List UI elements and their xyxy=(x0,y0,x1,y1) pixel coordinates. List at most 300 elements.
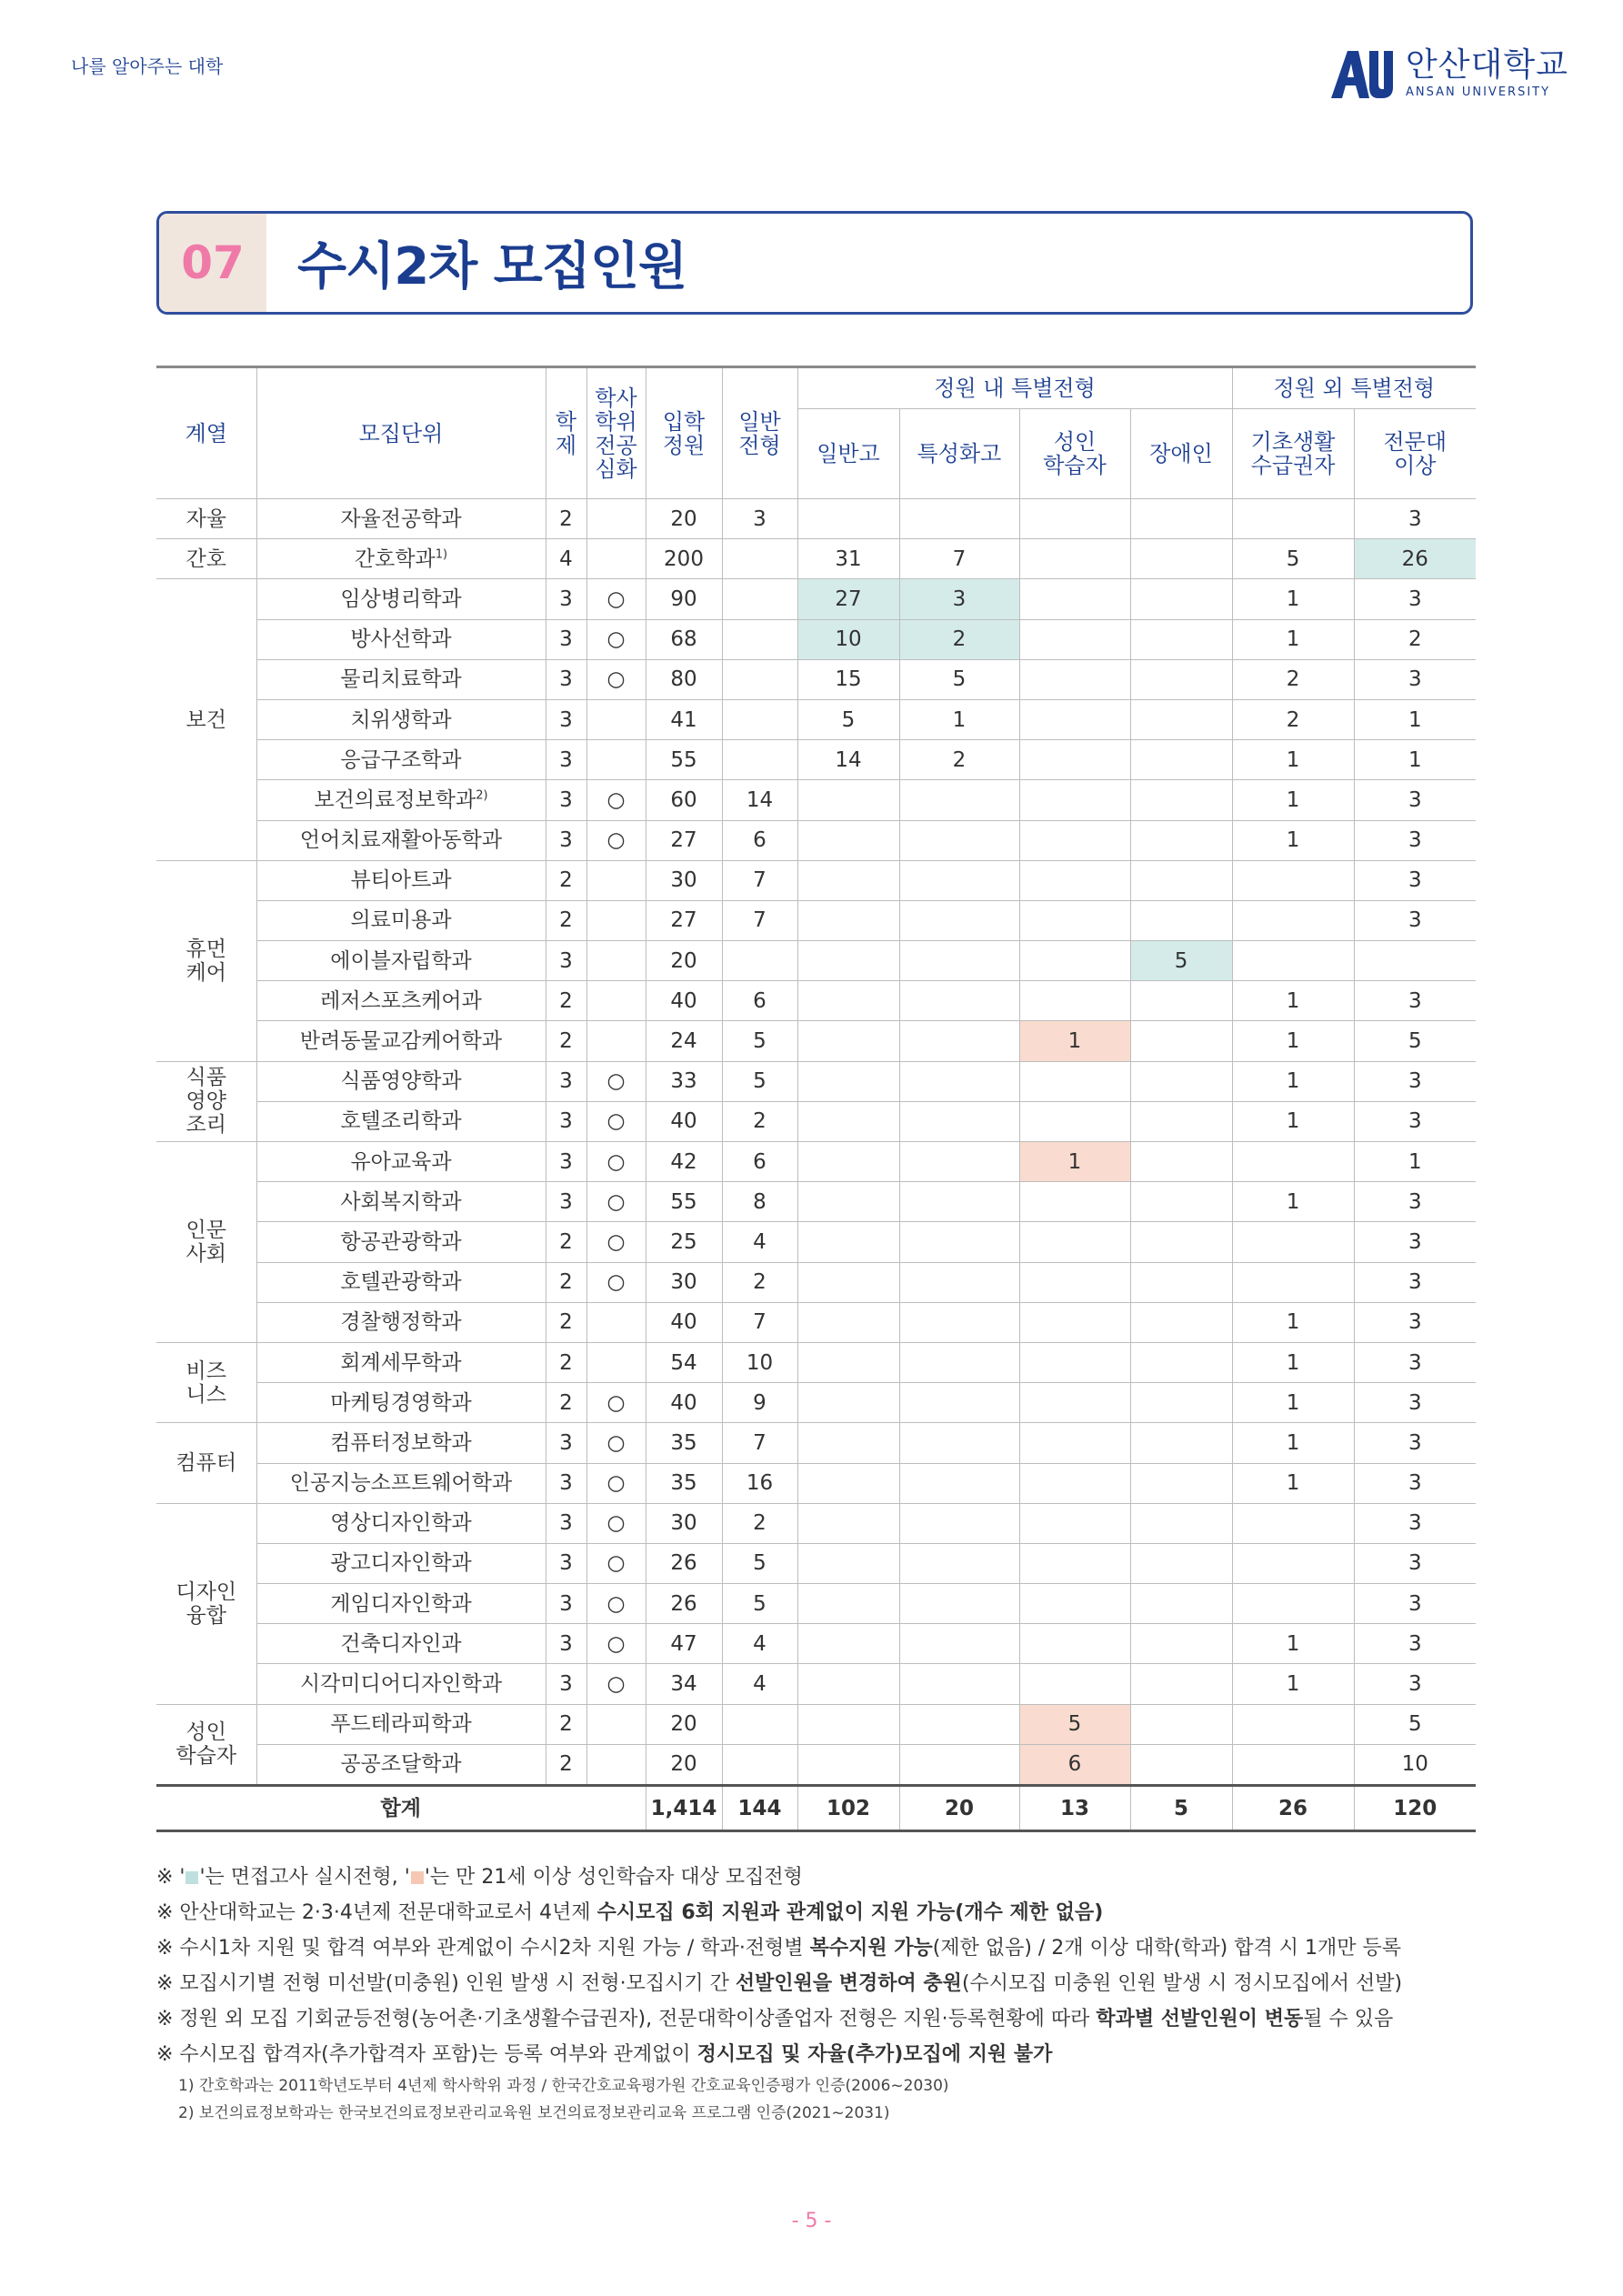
value-cell: 14 xyxy=(722,780,797,820)
header-general: 일반 전형 xyxy=(722,367,797,499)
unit-name-cell: 방사선학과 xyxy=(256,619,546,659)
value-cell xyxy=(1232,1503,1354,1543)
footnote-2: 2) 보건의료정보학과는 한국보건의료정보관리교육원 보건의료정보관리교육 프로그램 인증(2021~2031) xyxy=(178,2104,890,2122)
value-cell: ○ xyxy=(586,1423,646,1463)
value-cell: 2 xyxy=(1354,619,1476,659)
category-cell: 식품 영양 조리 xyxy=(156,1061,256,1141)
value-cell: ○ xyxy=(586,1543,646,1583)
value-cell xyxy=(586,941,646,981)
value-cell: 1 xyxy=(1232,1021,1354,1061)
value-cell: 2 xyxy=(546,860,586,900)
value-cell: 1 xyxy=(1232,619,1354,659)
university-logo xyxy=(1327,47,1568,100)
value-cell: 7 xyxy=(899,539,1019,579)
value-cell: 42 xyxy=(646,1142,722,1182)
value-cell: ○ xyxy=(586,1463,646,1503)
value-cell xyxy=(899,1543,1019,1583)
value-cell xyxy=(1019,1543,1130,1583)
value-cell: 1 xyxy=(1232,1463,1354,1503)
value-cell xyxy=(797,1262,899,1302)
value-cell xyxy=(899,1744,1019,1785)
value-cell: 3 xyxy=(546,1543,586,1583)
value-cell xyxy=(586,1744,646,1785)
au-logo-icon xyxy=(1327,47,1393,100)
header-years: 학 제 xyxy=(546,367,586,499)
value-cell xyxy=(797,1021,899,1061)
value-cell: ○ xyxy=(586,780,646,820)
unit-name-cell: 유아교육과 xyxy=(256,1142,546,1182)
table-row xyxy=(156,900,1476,940)
value-cell xyxy=(1232,1704,1354,1744)
unit-name-cell: 레저스포츠케어과 xyxy=(256,981,546,1021)
table-row xyxy=(156,619,1476,659)
header-specialized-hs: 특성화고 xyxy=(899,409,1019,499)
category-cell: 휴먼 케어 xyxy=(156,860,256,1061)
value-cell: 6 xyxy=(722,1142,797,1182)
value-cell xyxy=(722,1744,797,1785)
value-cell: 2 xyxy=(899,619,1019,659)
value-cell: 2 xyxy=(546,1262,586,1302)
value-cell: 26 xyxy=(646,1543,722,1583)
value-cell xyxy=(722,941,797,981)
value-cell: 7 xyxy=(722,1302,797,1342)
unit-name-cell: 식품영양학과 xyxy=(256,1061,546,1101)
note-legend: ※ ' '는 면접고사 실시전형, ' '는 만 21세 이상 성인학습자 대상 모집전형 xyxy=(156,1866,803,1889)
value-cell: 35 xyxy=(646,1423,722,1463)
table-row xyxy=(156,1021,1476,1061)
unit-name-cell: 임상병리학과 xyxy=(256,579,546,619)
table-row xyxy=(156,1664,1476,1704)
value-cell: 1 xyxy=(1354,1142,1476,1182)
value-cell: 1 xyxy=(1232,740,1354,780)
unit-name-cell: 인공지능소프트웨어학과 xyxy=(256,1463,546,1503)
value-cell: ○ xyxy=(586,1222,646,1262)
value-cell: 3 xyxy=(546,1624,586,1664)
value-cell xyxy=(722,699,797,739)
value-cell: 5 xyxy=(1019,1704,1130,1744)
value-cell xyxy=(899,1503,1019,1543)
value-cell xyxy=(899,1624,1019,1664)
value-cell xyxy=(899,820,1019,860)
value-cell: 1 xyxy=(1232,1342,1354,1382)
category-cell: 컴퓨터 xyxy=(156,1423,256,1503)
value-cell xyxy=(1232,1222,1354,1262)
value-cell xyxy=(797,780,899,820)
unit-name-cell: 에이블자립학과 xyxy=(256,941,546,981)
value-cell: 24 xyxy=(646,1021,722,1061)
value-cell xyxy=(1019,1584,1130,1624)
section-title-box xyxy=(156,211,1473,315)
total-value-cell: 13 xyxy=(1019,1786,1130,1831)
note-2: ※ 안산대학교는 2·3·4년제 전문대학교로서 4년제 수시모집 6회 지원과 관계없이 지원 가능(개수 제한 없음) xyxy=(156,1901,1104,1924)
value-cell xyxy=(586,740,646,780)
table-row xyxy=(156,1302,1476,1342)
value-cell: 3 xyxy=(546,820,586,860)
value-cell xyxy=(1019,941,1130,981)
total-value-cell: 26 xyxy=(1232,1786,1354,1831)
value-cell: 2 xyxy=(899,740,1019,780)
value-cell xyxy=(1130,539,1232,579)
value-cell: 10 xyxy=(1354,1744,1476,1785)
value-cell xyxy=(1232,860,1354,900)
value-cell xyxy=(899,499,1019,539)
value-cell xyxy=(586,699,646,739)
category-cell: 간호 xyxy=(156,539,256,579)
category-cell: 보건 xyxy=(156,579,256,860)
value-cell: 2 xyxy=(546,900,586,940)
unit-name-cell: 시각미디어디자인학과 xyxy=(256,1664,546,1704)
value-cell xyxy=(1130,1423,1232,1463)
notes xyxy=(156,1860,1484,2127)
value-cell: 2 xyxy=(546,1342,586,1382)
unit-name-cell: 마케팅경영학과 xyxy=(256,1383,546,1423)
value-cell xyxy=(899,1061,1019,1101)
value-cell xyxy=(797,1704,899,1744)
value-cell xyxy=(1130,1543,1232,1583)
value-cell xyxy=(1130,1061,1232,1101)
value-cell: 15 xyxy=(797,659,899,699)
value-cell xyxy=(1232,900,1354,940)
value-cell xyxy=(586,539,646,579)
value-cell: 1 xyxy=(899,699,1019,739)
value-cell: 3 xyxy=(1354,780,1476,820)
footnote-mark: 1) xyxy=(435,547,448,562)
unit-name-cell: 뷰티아트과 xyxy=(256,860,546,900)
value-cell xyxy=(1130,1744,1232,1785)
value-cell xyxy=(899,1463,1019,1503)
value-cell xyxy=(1130,1664,1232,1704)
value-cell: 90 xyxy=(646,579,722,619)
value-cell: 7 xyxy=(722,860,797,900)
value-cell: 30 xyxy=(646,1262,722,1302)
header-unit: 모집단위 xyxy=(256,367,546,499)
value-cell xyxy=(797,1624,899,1664)
value-cell xyxy=(899,1342,1019,1382)
value-cell xyxy=(1130,860,1232,900)
value-cell: 6 xyxy=(722,981,797,1021)
value-cell: 1 xyxy=(1354,740,1476,780)
value-cell xyxy=(797,1302,899,1342)
value-cell xyxy=(1130,1142,1232,1182)
value-cell: 200 xyxy=(646,539,722,579)
table-row xyxy=(156,1222,1476,1262)
value-cell xyxy=(899,981,1019,1021)
value-cell: ○ xyxy=(586,1182,646,1222)
total-value-cell: 102 xyxy=(797,1786,899,1831)
value-cell: 5 xyxy=(1354,1704,1476,1744)
unit-name-cell: 항공관광학과 xyxy=(256,1222,546,1262)
value-cell: 80 xyxy=(646,659,722,699)
value-cell: 14 xyxy=(797,740,899,780)
value-cell: 2 xyxy=(546,981,586,1021)
value-cell: 1 xyxy=(1354,699,1476,739)
header-advanced-degree: 학사 학위 전공 심화 xyxy=(586,367,646,499)
value-cell xyxy=(1130,659,1232,699)
unit-name-cell: 광고디자인학과 xyxy=(256,1543,546,1583)
value-cell xyxy=(586,1021,646,1061)
value-cell xyxy=(797,900,899,940)
value-cell: 1 xyxy=(1232,579,1354,619)
value-cell xyxy=(797,1383,899,1423)
value-cell: 1 xyxy=(1232,1302,1354,1342)
value-cell xyxy=(1019,539,1130,579)
table-row xyxy=(156,1584,1476,1624)
value-cell: 3 xyxy=(1354,579,1476,619)
total-value-cell: 5 xyxy=(1130,1786,1232,1831)
value-cell xyxy=(899,1262,1019,1302)
value-cell: 1 xyxy=(1232,1664,1354,1704)
table-row xyxy=(156,860,1476,900)
unit-name-cell: 물리치료학과 xyxy=(256,659,546,699)
value-cell xyxy=(899,1704,1019,1744)
value-cell: 2 xyxy=(1232,699,1354,739)
unit-name-cell: 푸드테라피학과 xyxy=(256,1704,546,1744)
table-row xyxy=(156,499,1476,539)
value-cell: 3 xyxy=(1354,1503,1476,1543)
value-cell xyxy=(899,1142,1019,1182)
value-cell: 25 xyxy=(646,1222,722,1262)
value-cell: 2 xyxy=(546,1744,586,1785)
value-cell: 1 xyxy=(1232,1624,1354,1664)
value-cell: 68 xyxy=(646,619,722,659)
value-cell: 2 xyxy=(546,499,586,539)
value-cell xyxy=(586,499,646,539)
unit-name-cell: 의료미용과 xyxy=(256,900,546,940)
value-cell xyxy=(1019,1463,1130,1503)
value-cell: 20 xyxy=(646,941,722,981)
table-row xyxy=(156,1744,1476,1785)
value-cell: 5 xyxy=(722,1021,797,1061)
value-cell: 3 xyxy=(546,1061,586,1101)
value-cell: 30 xyxy=(646,860,722,900)
value-cell: 40 xyxy=(646,1383,722,1423)
value-cell: 34 xyxy=(646,1664,722,1704)
value-cell xyxy=(899,900,1019,940)
footnote-1: 1) 간호학과는 2011학년도부터 4년제 학사학위 과정 / 한국간호교육평가원 간호교육인증평가 인증(2006~2030) xyxy=(178,2077,949,2095)
value-cell xyxy=(1019,499,1130,539)
value-cell: 3 xyxy=(1354,981,1476,1021)
unit-name-cell: 언어치료재활아동학과 xyxy=(256,820,546,860)
logo-korean-name: 안산대학교 xyxy=(1406,45,1568,84)
note-4: ※ 모집시기별 전형 미선발(미충원) 인원 발생 시 전형·모집시기 간 선발인원을 변경하여 충원(수시모집 미충원 인원 발생 시 정시모집에서 선발) xyxy=(156,1972,1403,1995)
header-college-grad: 전문대 이상 xyxy=(1354,409,1476,499)
table-row xyxy=(156,1704,1476,1744)
value-cell xyxy=(797,820,899,860)
value-cell: 3 xyxy=(899,579,1019,619)
value-cell: ○ xyxy=(586,1624,646,1664)
value-cell: ○ xyxy=(586,1584,646,1624)
table-row xyxy=(156,1463,1476,1503)
value-cell: 1 xyxy=(1019,1021,1130,1061)
category-cell: 비즈 니스 xyxy=(156,1342,256,1422)
unit-name-cell: 치위생학과 xyxy=(256,699,546,739)
value-cell xyxy=(1130,981,1232,1021)
value-cell xyxy=(1232,1142,1354,1182)
total-value-cell: 20 xyxy=(899,1786,1019,1831)
value-cell xyxy=(1019,1101,1130,1141)
value-cell xyxy=(1354,941,1476,981)
value-cell xyxy=(1130,1222,1232,1262)
value-cell xyxy=(797,1342,899,1382)
value-cell xyxy=(1130,1021,1232,1061)
value-cell xyxy=(586,900,646,940)
value-cell xyxy=(797,1463,899,1503)
value-cell xyxy=(797,981,899,1021)
table-row xyxy=(156,539,1476,579)
value-cell xyxy=(1130,1463,1232,1503)
value-cell xyxy=(899,1423,1019,1463)
value-cell xyxy=(1019,1182,1130,1222)
value-cell xyxy=(1019,1342,1130,1382)
note-5: ※ 정원 외 모집 기회균등전형(농어촌·기초생활수급권자), 전문대학이상졸업자 전형은 지원·등록현황에 따라 학과별 선발인원이 변동될 수 있음 xyxy=(156,2008,1394,2030)
value-cell: 6 xyxy=(722,820,797,860)
value-cell xyxy=(1019,1664,1130,1704)
value-cell xyxy=(1232,1584,1354,1624)
logo-english-name: ANSAN UNIVERSITY xyxy=(1406,85,1551,99)
value-cell: 20 xyxy=(646,499,722,539)
value-cell: 1 xyxy=(1232,1101,1354,1141)
value-cell: 1 xyxy=(1232,1383,1354,1423)
value-cell xyxy=(1019,900,1130,940)
value-cell: ○ xyxy=(586,820,646,860)
table-row xyxy=(156,1342,1476,1382)
value-cell: 3 xyxy=(1354,1423,1476,1463)
value-cell xyxy=(797,1101,899,1141)
value-cell xyxy=(1130,579,1232,619)
category-cell: 성인 학습자 xyxy=(156,1704,256,1785)
value-cell: 31 xyxy=(797,539,899,579)
value-cell: 3 xyxy=(1354,659,1476,699)
value-cell xyxy=(1019,981,1130,1021)
value-cell: 16 xyxy=(722,1463,797,1503)
table-row xyxy=(156,1182,1476,1222)
value-cell: 35 xyxy=(646,1463,722,1503)
value-cell xyxy=(797,1503,899,1543)
value-cell: 2 xyxy=(546,1383,586,1423)
value-cell xyxy=(899,1383,1019,1423)
value-cell xyxy=(797,499,899,539)
header-special-out-quota: 정원 외 특별전형 xyxy=(1232,367,1476,409)
value-cell: 40 xyxy=(646,981,722,1021)
value-cell xyxy=(899,1584,1019,1624)
value-cell xyxy=(797,860,899,900)
table-row xyxy=(156,659,1476,699)
value-cell xyxy=(1130,820,1232,860)
table-row xyxy=(156,1503,1476,1543)
value-cell: 1 xyxy=(1232,1182,1354,1222)
value-cell: 33 xyxy=(646,1061,722,1101)
value-cell xyxy=(899,1664,1019,1704)
value-cell xyxy=(1232,1543,1354,1583)
value-cell xyxy=(797,1182,899,1222)
value-cell: 5 xyxy=(1354,1021,1476,1061)
value-cell xyxy=(586,1302,646,1342)
value-cell xyxy=(1019,1302,1130,1342)
unit-name-cell: 건축디자인과 xyxy=(256,1624,546,1664)
value-cell: ○ xyxy=(586,659,646,699)
value-cell: 2 xyxy=(546,1222,586,1262)
table-row xyxy=(156,699,1476,739)
value-cell xyxy=(1019,1624,1130,1664)
unit-name-cell: 게임디자인학과 xyxy=(256,1584,546,1624)
header-category: 계열 xyxy=(156,367,256,499)
value-cell: 3 xyxy=(546,659,586,699)
value-cell xyxy=(899,941,1019,981)
value-cell xyxy=(1130,1342,1232,1382)
value-cell: 2 xyxy=(722,1503,797,1543)
admission-quota-table xyxy=(156,366,1476,1832)
category-cell: 자율 xyxy=(156,499,256,539)
value-cell xyxy=(722,1704,797,1744)
value-cell: 27 xyxy=(646,900,722,940)
unit-name-cell: 영상디자인학과 xyxy=(256,1503,546,1543)
value-cell xyxy=(1019,659,1130,699)
value-cell xyxy=(586,981,646,1021)
value-cell: ○ xyxy=(586,1503,646,1543)
value-cell: 3 xyxy=(1354,820,1476,860)
value-cell xyxy=(586,860,646,900)
value-cell: 1 xyxy=(1232,1423,1354,1463)
value-cell: 3 xyxy=(1354,1061,1476,1101)
value-cell: 1 xyxy=(1019,1142,1130,1182)
value-cell: 1 xyxy=(1232,780,1354,820)
value-cell: ○ xyxy=(586,1664,646,1704)
value-cell: 55 xyxy=(646,1182,722,1222)
value-cell: ○ xyxy=(586,1061,646,1101)
value-cell: 2 xyxy=(546,1021,586,1061)
value-cell: 8 xyxy=(722,1182,797,1222)
value-cell: 4 xyxy=(722,1624,797,1664)
unit-name-cell: 자율전공학과 xyxy=(256,499,546,539)
table-row xyxy=(156,740,1476,780)
unit-name-cell: 반려동물교감케어학과 xyxy=(256,1021,546,1061)
value-cell xyxy=(797,1584,899,1624)
value-cell xyxy=(899,780,1019,820)
value-cell xyxy=(797,1664,899,1704)
value-cell: 5 xyxy=(1130,941,1232,981)
value-cell: 3 xyxy=(546,740,586,780)
value-cell: 41 xyxy=(646,699,722,739)
value-cell: 2 xyxy=(722,1101,797,1141)
value-cell xyxy=(899,1222,1019,1262)
value-cell: 3 xyxy=(1354,1664,1476,1704)
value-cell xyxy=(722,740,797,780)
value-cell: 3 xyxy=(546,699,586,739)
value-cell: 3 xyxy=(546,1182,586,1222)
value-cell: 5 xyxy=(722,1061,797,1101)
note-3: ※ 수시1차 지원 및 합격 여부와 관계없이 수시2차 지원 가능 / 학과·전형별 복수지원 가능(제한 없음) / 2개 이상 대학(학과) 합격 시 1개만 등록 xyxy=(156,1937,1401,1960)
unit-name-cell: 사회복지학과 xyxy=(256,1182,546,1222)
section-title: 수시2차 모집인원 xyxy=(297,237,687,296)
value-cell: 27 xyxy=(797,579,899,619)
value-cell xyxy=(797,1744,899,1785)
unit-name-cell: 호텔조리학과 xyxy=(256,1101,546,1141)
total-value-cell: 1,414 xyxy=(646,1786,722,1831)
value-cell xyxy=(1130,1182,1232,1222)
value-cell: ○ xyxy=(586,1101,646,1141)
value-cell xyxy=(1019,860,1130,900)
unit-name-cell: 공공조달학과 xyxy=(256,1744,546,1785)
tagline: 나를 알아주는 대학 xyxy=(71,55,224,77)
value-cell xyxy=(1019,579,1130,619)
value-cell xyxy=(1232,1744,1354,1785)
value-cell xyxy=(1130,1302,1232,1342)
value-cell: ○ xyxy=(586,1383,646,1423)
value-cell: 3 xyxy=(546,1142,586,1182)
page-number: - 5 - xyxy=(791,2210,832,2232)
value-cell xyxy=(1130,1101,1232,1141)
value-cell: 54 xyxy=(646,1342,722,1382)
